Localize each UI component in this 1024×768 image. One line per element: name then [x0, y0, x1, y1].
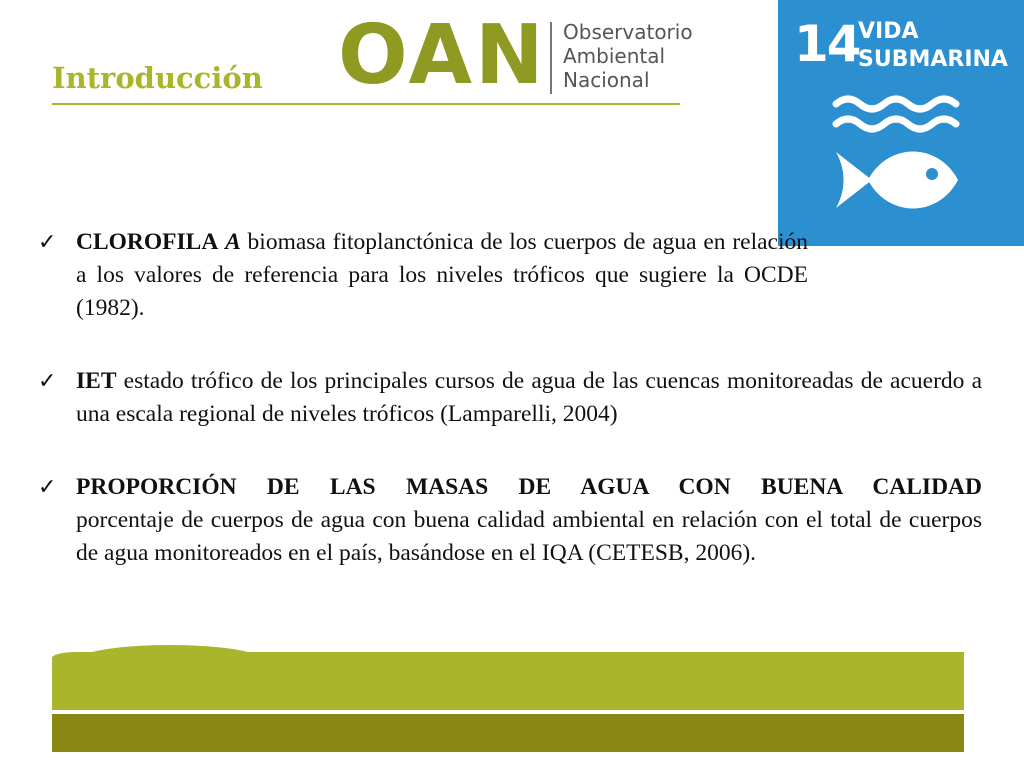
- logo-line: Observatorio: [563, 20, 693, 44]
- checkmark-icon: ✓: [38, 230, 57, 255]
- list-item: [38, 226, 808, 325]
- sdg-title-line: SUBMARINA: [858, 47, 1008, 72]
- oan-logo: [338, 8, 698, 103]
- list-item-description: estado trófico de los principales cursos de agua de las cuencas monitoreadas de acuerdo a una escala regional de niveles tróficos (Lamparelli, 2004): [76, 368, 982, 427]
- page-title: Introducción: [52, 61, 263, 95]
- list-item-term: CLOROFILA: [76, 229, 219, 255]
- footer-band-light: [52, 652, 964, 710]
- title-underline: [52, 103, 680, 105]
- list-item: [38, 471, 982, 570]
- sdg-14-badge: [778, 0, 1024, 246]
- list-item-text: [76, 226, 808, 325]
- list-item-term: IET: [76, 368, 117, 394]
- indicator-list: [38, 226, 982, 570]
- sdg-title-line: VIDA: [858, 19, 919, 44]
- logo-line: Ambiental: [563, 44, 666, 68]
- checkmark-icon: ✓: [38, 475, 57, 500]
- list-item-text: [76, 471, 982, 570]
- list-item-term: PROPORCIÓN DE LAS MASAS DE AGUA CON BUENA CALIDAD: [76, 474, 982, 500]
- logo-mark: OAN: [338, 8, 547, 103]
- logo-line: Nacional: [563, 68, 650, 92]
- footer-band-dark: [52, 714, 964, 752]
- list-item: [38, 365, 982, 431]
- sdg-title: [858, 18, 1008, 74]
- logo-divider: [550, 22, 552, 94]
- fish-waves-icon: [828, 90, 968, 220]
- list-item-term-suffix: A: [225, 229, 241, 255]
- list-item-description: porcentaje de cuerpos de agua con buena calidad ambiental en relación con el total de cuerpos de agua monitoreados en el país, basándose en el IQA (CETESB, 2006).: [76, 507, 982, 566]
- sdg-number: 14: [794, 15, 860, 73]
- logo-text: [563, 20, 693, 92]
- list-item-description: biomasa fitoplanctónica de los cuerpos de agua en relación a los valores de referencia para los niveles tróficos que sugiere la OCDE (1982).: [76, 229, 808, 321]
- checkmark-icon: ✓: [38, 369, 57, 394]
- list-item-text: [76, 365, 982, 431]
